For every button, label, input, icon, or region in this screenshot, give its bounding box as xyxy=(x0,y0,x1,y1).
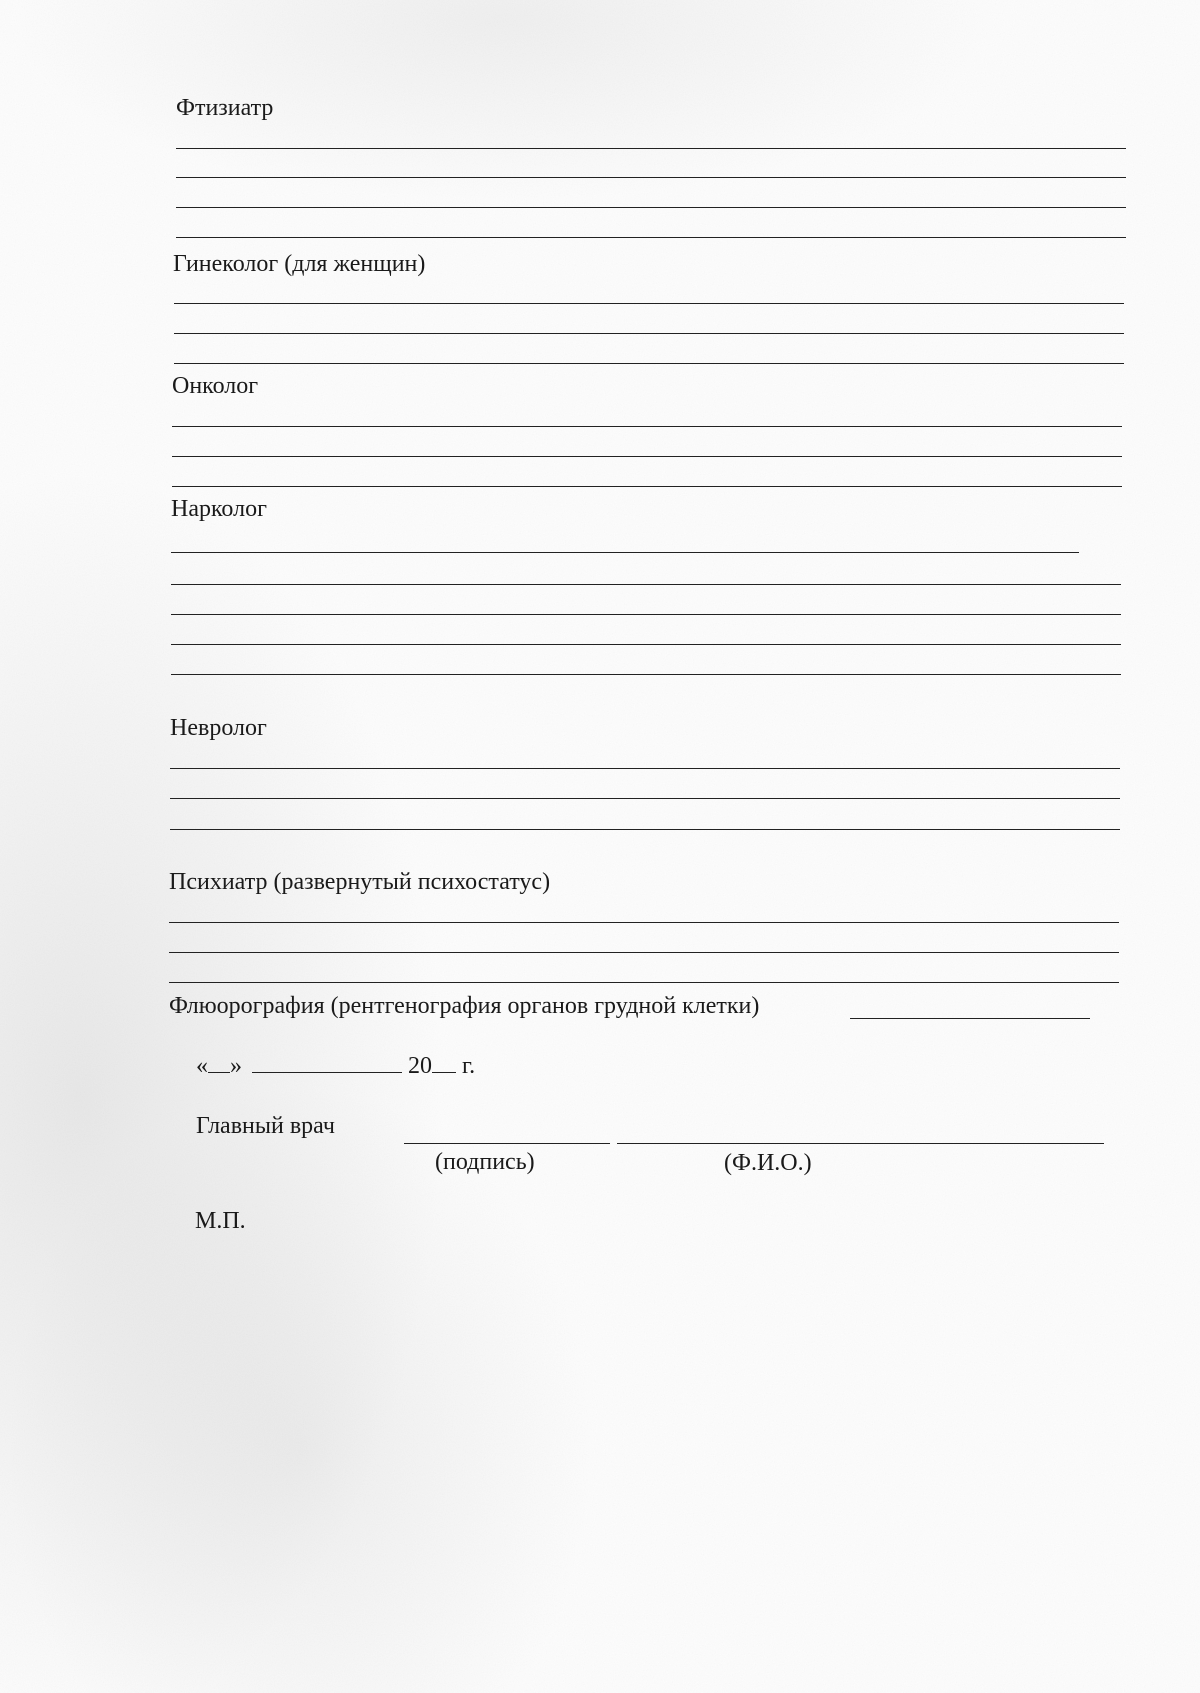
fill-line[interactable] xyxy=(170,798,1120,799)
section-title-fluorography: Флюорография (рентгенография органов грудной клетки) xyxy=(169,993,760,1019)
fill-line[interactable] xyxy=(171,552,1079,553)
fill-line[interactable] xyxy=(176,177,1126,178)
fill-line[interactable] xyxy=(171,644,1121,645)
year-prefix: 20 xyxy=(408,1053,432,1079)
day-field[interactable] xyxy=(208,1052,230,1073)
stamp-place-label: М.П. xyxy=(195,1208,246,1234)
year-suffix: г. xyxy=(462,1053,476,1079)
date-open-quote: « xyxy=(196,1053,208,1079)
section-title-psychiatrist: Психиатр (развернутый психостатус) xyxy=(169,869,551,895)
month-field[interactable] xyxy=(252,1052,402,1073)
full-name-caption: (Ф.И.О.) xyxy=(724,1150,812,1176)
fill-line[interactable] xyxy=(171,584,1121,585)
fluorography-fill-line[interactable] xyxy=(850,1018,1090,1019)
fill-line[interactable] xyxy=(171,674,1121,675)
section-title-gynecologist: Гинеколог (для женщин) xyxy=(173,251,426,277)
full-name-field[interactable] xyxy=(617,1143,1104,1144)
section-title-phthisiatrician: Фтизиатр xyxy=(176,95,274,121)
fill-line[interactable] xyxy=(174,303,1124,304)
fill-line[interactable] xyxy=(172,456,1122,457)
fill-line[interactable] xyxy=(174,363,1124,364)
signature-caption: (подпись) xyxy=(435,1149,535,1175)
fill-line[interactable] xyxy=(170,768,1120,769)
year-field[interactable] xyxy=(432,1052,456,1073)
fill-line[interactable] xyxy=(169,952,1119,953)
section-title-narcologist: Нарколог xyxy=(171,496,267,522)
fill-line[interactable] xyxy=(169,922,1119,923)
fill-line[interactable] xyxy=(171,614,1121,615)
fill-line[interactable] xyxy=(176,207,1126,208)
fill-line[interactable] xyxy=(169,982,1119,983)
fill-line[interactable] xyxy=(176,148,1126,149)
section-title-oncologist: Онколог xyxy=(172,373,259,399)
fill-line[interactable] xyxy=(172,486,1122,487)
section-title-neurologist: Невролог xyxy=(170,715,267,741)
date-line xyxy=(196,1052,475,1080)
fill-line[interactable] xyxy=(170,829,1120,830)
signature-field[interactable] xyxy=(404,1143,610,1144)
chief-physician-label: Главный врач xyxy=(196,1113,335,1139)
fill-line[interactable] xyxy=(172,426,1122,427)
fill-line[interactable] xyxy=(176,237,1126,238)
date-close-quote: » xyxy=(230,1053,242,1079)
fill-line[interactable] xyxy=(174,333,1124,334)
